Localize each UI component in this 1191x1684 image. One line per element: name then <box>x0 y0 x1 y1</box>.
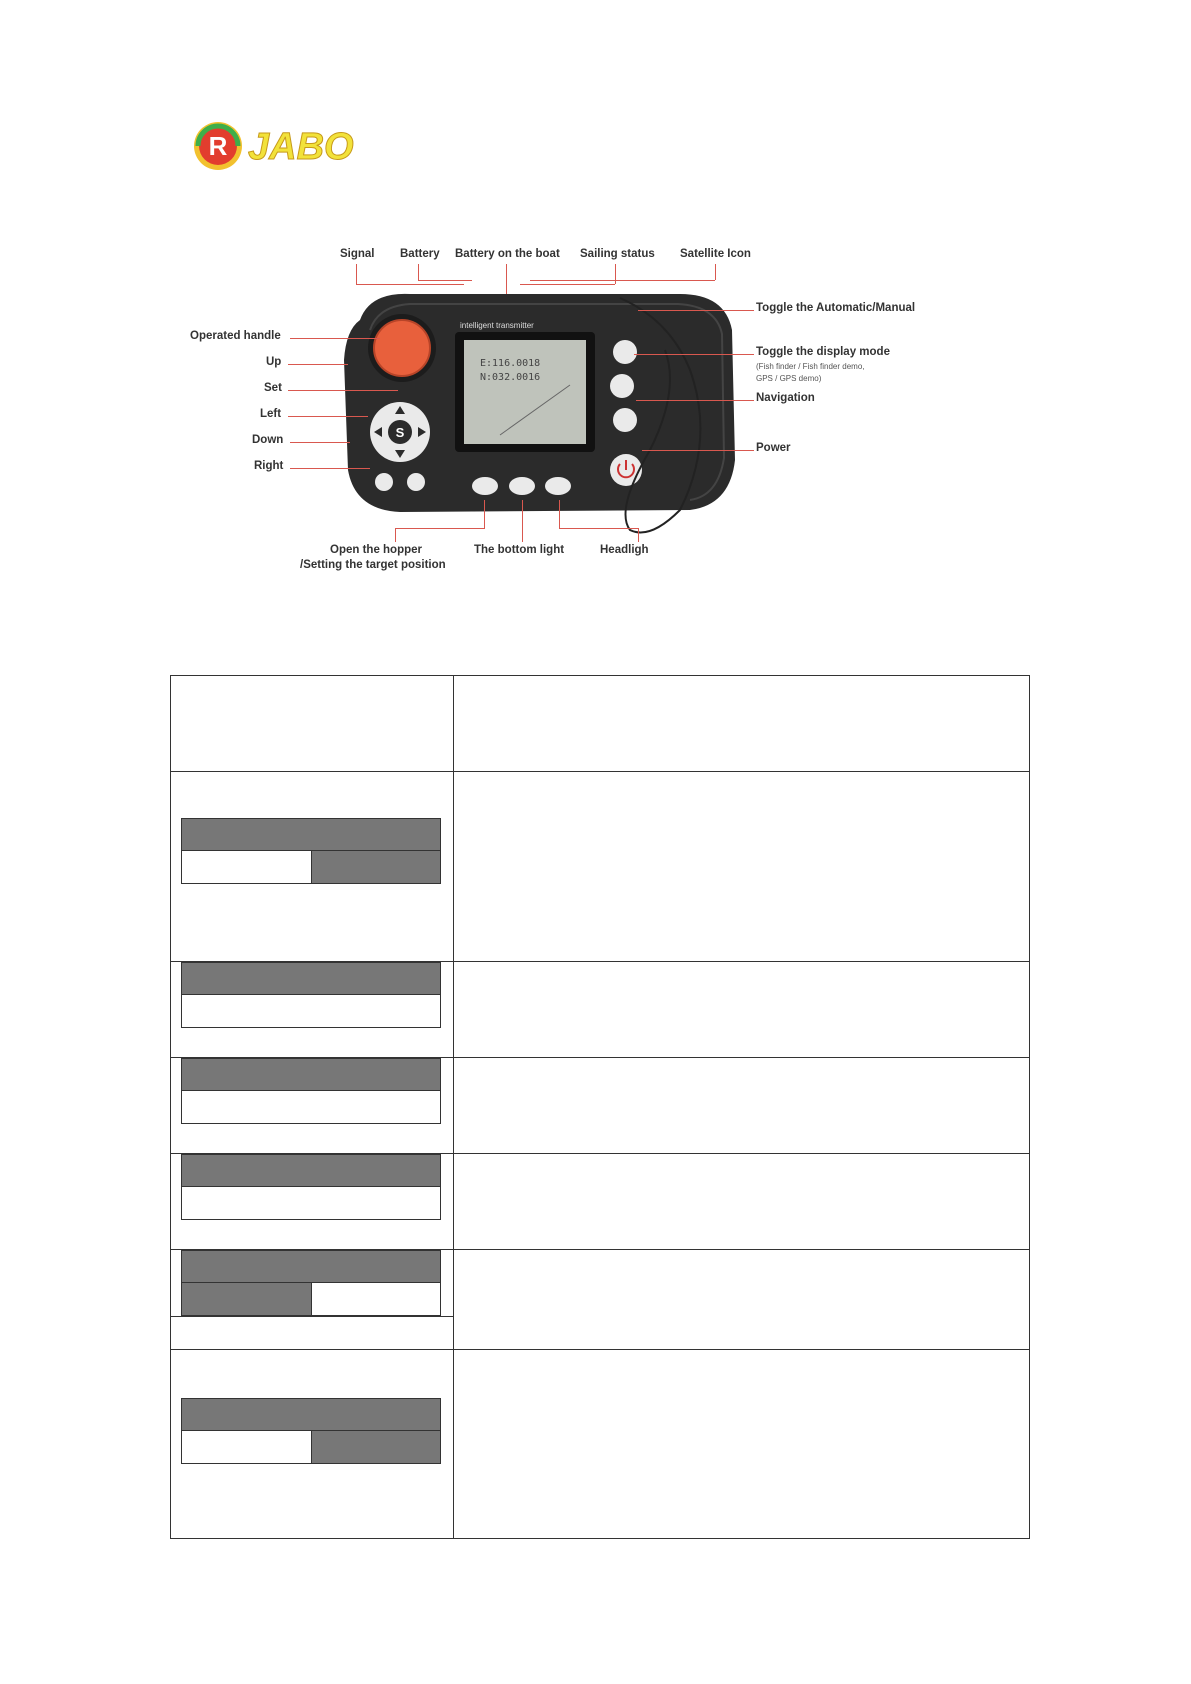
logo-text: JABO <box>248 126 354 168</box>
control-widget <box>181 962 441 1028</box>
label-left: Left <box>260 408 282 420</box>
label-down: Down <box>252 434 284 446</box>
label-power: Power <box>756 442 791 454</box>
label-bottom-light: The bottom light <box>474 544 565 556</box>
control-widget <box>181 1250 441 1316</box>
control-widget <box>181 1058 441 1124</box>
control-widget <box>181 1398 441 1464</box>
widget-header-bar <box>181 1154 441 1187</box>
widget-option-right[interactable] <box>311 851 441 883</box>
label-toggle-display: Toggle the display mode <box>756 346 890 358</box>
label-open-hopper: Open the hopper <box>330 544 422 556</box>
widget-header-bar <box>181 962 441 995</box>
label-right: Right <box>254 460 284 472</box>
control-widget <box>181 1154 441 1220</box>
label-navigation: Navigation <box>756 392 815 404</box>
screen-line-1: E:116.0018 <box>480 358 541 369</box>
widget-option-left[interactable] <box>182 1283 311 1315</box>
table-column-divider <box>453 676 454 1538</box>
controller-diagram <box>190 250 950 590</box>
widget-option-right[interactable] <box>311 1283 441 1315</box>
logo-badge-letter: R <box>208 131 228 161</box>
widget-header-bar <box>181 1398 441 1431</box>
down-small-button[interactable] <box>407 473 425 491</box>
label-sailing-status: Sailing status <box>580 248 655 260</box>
label-toggle-display-note-2: GPS / GPS demo) <box>756 374 822 383</box>
widget-toggle[interactable] <box>181 1431 441 1464</box>
widget-toggle[interactable] <box>181 851 441 884</box>
label-headlight: Headligh <box>600 544 649 556</box>
jabo-logo <box>190 116 430 176</box>
label-toggle-auto-manual: Toggle the Automatic/Manual <box>756 302 916 314</box>
headlight-button[interactable] <box>545 477 571 495</box>
widget-option-left[interactable] <box>182 1431 311 1463</box>
widget-header-bar <box>181 818 441 851</box>
widget-option-left[interactable] <box>182 851 311 883</box>
label-up: Up <box>266 356 282 368</box>
bottom-light-button[interactable] <box>509 477 535 495</box>
set-button-label: S <box>395 425 405 440</box>
label-set: Set <box>264 382 282 394</box>
widget-field[interactable] <box>181 1187 441 1220</box>
widget-field[interactable] <box>181 1091 441 1124</box>
right-small-button[interactable] <box>375 473 393 491</box>
label-battery: Battery <box>400 248 440 260</box>
control-widget <box>181 818 441 884</box>
table-row-divider <box>171 771 1029 772</box>
table-row-divider <box>171 1349 1029 1350</box>
label-satellite-icon: Satellite Icon <box>680 248 751 260</box>
label-signal: Signal <box>340 248 375 260</box>
hopper-button[interactable] <box>472 477 498 495</box>
widget-header-bar <box>181 1250 441 1283</box>
device-screen <box>464 340 586 444</box>
settings-table <box>170 675 1030 1539</box>
label-setting-target: /Setting the target position <box>300 559 446 571</box>
label-battery-on-boat: Battery on the boat <box>455 248 560 260</box>
device-brand-text: intelligent transmitter <box>460 321 534 330</box>
lanyard-strap <box>610 290 730 550</box>
screen-line-2: N:032.0016 <box>480 372 541 383</box>
widget-field[interactable] <box>181 995 441 1028</box>
label-operated-handle: Operated handle <box>190 330 281 342</box>
widget-option-right[interactable] <box>311 1431 441 1463</box>
table-subrow-divider <box>171 1316 453 1317</box>
widget-header-bar <box>181 1058 441 1091</box>
widget-toggle[interactable] <box>181 1283 441 1316</box>
label-toggle-display-note-1: (Fish finder / Fish finder demo, <box>756 362 865 371</box>
